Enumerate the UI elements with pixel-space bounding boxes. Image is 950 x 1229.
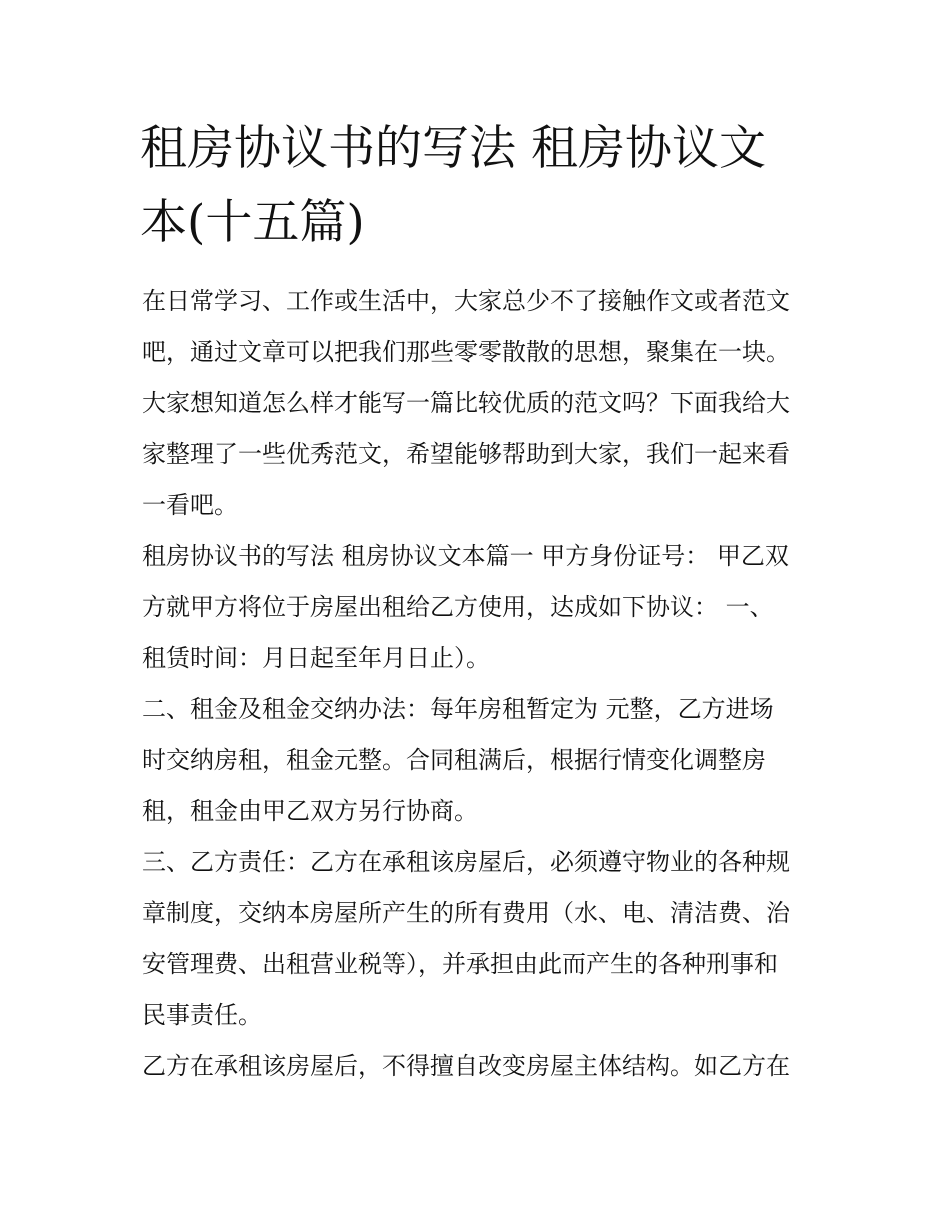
body-line-15: 民事责任。 <box>142 1001 262 1029</box>
title-line-2: 本(十五篇) <box>140 195 365 250</box>
body-line-1: 在日常学习、工作或生活中，大家总少不了接触作文或者范文 <box>142 287 790 315</box>
body-line-10: 时交纳房租，租金元整。合同租满后，根据行情变化调整房 <box>142 746 766 774</box>
body-line-14: 安管理费、出租营业税等），并承担由此而产生的各种刑事和 <box>142 950 778 978</box>
body-line-5: 一看吧。 <box>142 491 238 519</box>
document-title <box>140 112 820 260</box>
body-line-3: 大家想知道怎么样才能写一篇比较优质的范文吗？下面我给大 <box>142 389 790 417</box>
body-line-8: 租赁时间：月日起至年月日止）。 <box>142 644 490 672</box>
body-line-16: 乙方在承租该房屋后，不得擅自改变房屋主体结构。如乙方在 <box>142 1052 790 1080</box>
body-line-9: 二、租金及租金交纳办法：每年房租暂定为 元整，乙方进场 <box>142 695 774 723</box>
body-line-13: 章制度，交纳本房屋所产生的所有费用（水、电、清洁费、治 <box>142 899 790 927</box>
body-line-2: 吧，通过文章可以把我们那些零零散散的思想，聚集在一块。 <box>142 338 790 366</box>
body-line-12: 三、乙方责任：乙方在承租该房屋后，必须遵守物业的各种规 <box>142 848 790 876</box>
body-line-11: 租，租金由甲乙双方另行协商。 <box>142 797 478 825</box>
body-line-6: 租房协议书的写法 租房协议文本篇一 甲方身份证号： 甲乙双 <box>142 542 789 570</box>
title-line-1: 租房协议书的写法 租房协议文 <box>140 121 766 176</box>
body-line-4: 家整理了一些优秀范文，希望能够帮助到大家，我们一起来看 <box>142 440 790 468</box>
body-line-7: 方就甲方将位于房屋出租给乙方使用，达成如下协议： 一、 <box>142 593 774 621</box>
